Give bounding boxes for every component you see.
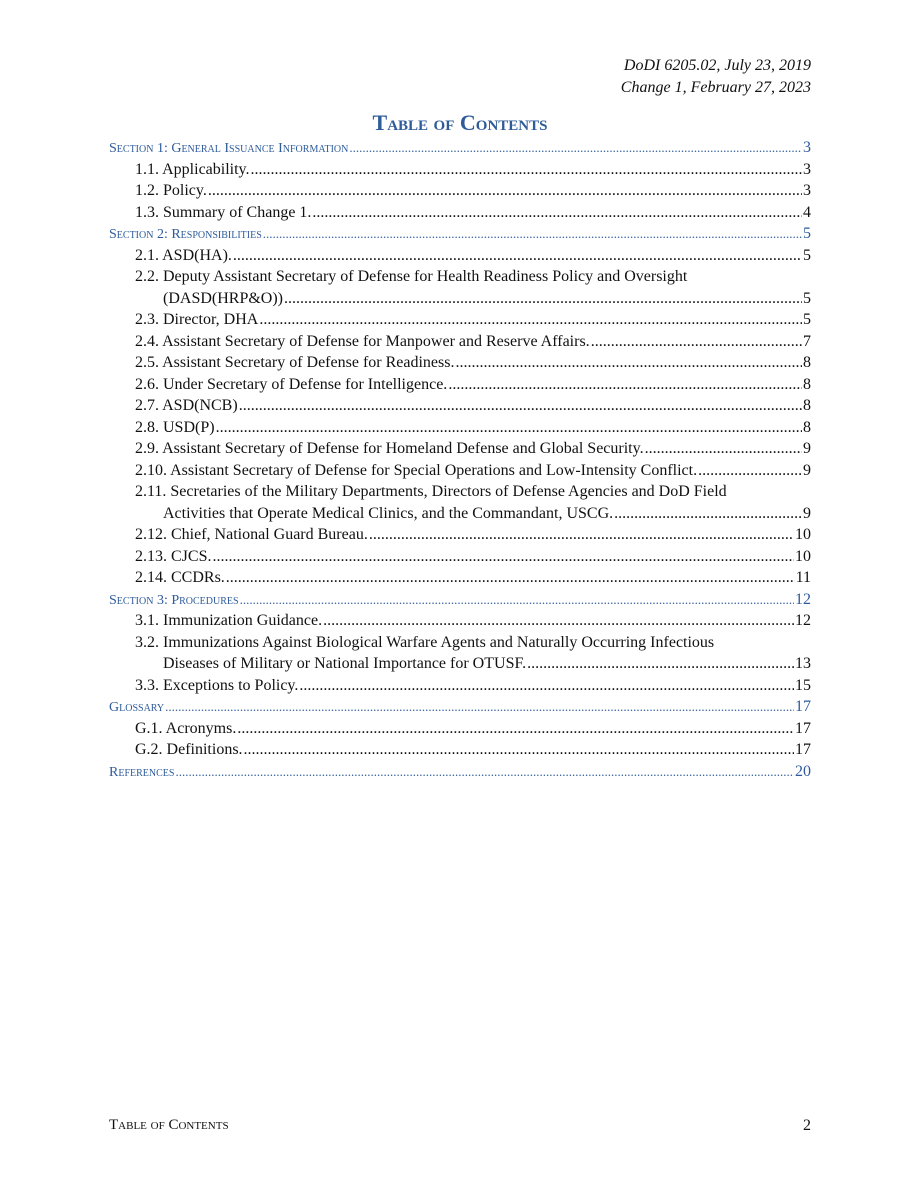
toc-entry-2-2[interactable]: 2.2. Deputy Assistant Secretary of Defense for Health Readiness Policy and Oversight (DASD(HRP&O)) ..... 5 bbox=[109, 266, 811, 309]
header-doc-id: DoDI 6205.02, July 23, 2019 bbox=[623, 57, 811, 74]
toc-entry-2-7[interactable]: 2.7. ASD(NCB) ..... 8 bbox=[109, 395, 811, 417]
toc-entry-g-2[interactable]: G.2. Definitions. ..... 17 bbox=[109, 739, 811, 761]
toc-section-2[interactable]: Section 2: Responsibilities ..... 5 bbox=[109, 223, 811, 245]
toc-title: Table of Contents bbox=[372, 110, 548, 135]
toc-entry-2-10[interactable]: 2.10. Assistant Secretary of Defense for Special Operations and Low-Intensity Conflict. ..... 9 bbox=[109, 460, 811, 482]
page-number: 2 bbox=[803, 1117, 811, 1134]
footer-label: Table of Contents bbox=[109, 1117, 229, 1133]
toc-entry-g-1[interactable]: G.1. Acronyms. ..... 17 bbox=[109, 718, 811, 740]
document-header bbox=[621, 55, 811, 99]
toc-entry-1-3[interactable]: 1.3. Summary of Change 1. ..... 4 bbox=[109, 202, 811, 224]
toc-entry-2-3[interactable]: 2.3. Director, DHA ..... 5 bbox=[109, 309, 811, 331]
toc-glossary[interactable]: Glossary ..... 17 bbox=[109, 696, 811, 718]
toc-entry-2-11[interactable]: 2.11. Secretaries of the Military Departments, Directors of Defense Agencies and DoD Field Activities that Operate Medical Clinics, and the Commandant, USCG. ..... 9 bbox=[109, 481, 811, 524]
header-change: Change 1, February 27, 2023 bbox=[620, 79, 811, 96]
toc-section-1[interactable] bbox=[109, 137, 811, 159]
toc-entry-1-1[interactable]: 1.1. Applicability. ..... 3 bbox=[109, 159, 811, 181]
toc-entry-1-2[interactable]: 1.2. Policy. ..... 3 bbox=[109, 180, 811, 202]
toc-entry-2-9[interactable]: 2.9. Assistant Secretary of Defense for Homeland Defense and Global Security. ..... 9 bbox=[109, 438, 811, 460]
toc-entry-2-12[interactable]: 2.12. Chief, National Guard Bureau. ..... 10 bbox=[109, 524, 811, 546]
toc-page-number: 3 bbox=[803, 139, 811, 156]
toc-entry-2-4[interactable]: 2.4. Assistant Secretary of Defense for Manpower and Reserve Affairs. ..... 7 bbox=[109, 331, 811, 353]
toc-entry-3-2[interactable]: 3.2. Immunizations Against Biological Warfare Agents and Naturally Occurring Infectious Diseases of Military or National Importance for OTUSF. ..... 13 bbox=[109, 632, 811, 675]
table-of-contents bbox=[109, 137, 811, 782]
toc-entry-2-8[interactable]: 2.8. USD(P) ..... 8 bbox=[109, 417, 811, 439]
toc-entry-2-13[interactable]: 2.13. CJCS. ..... 10 bbox=[109, 546, 811, 568]
toc-entry-2-1[interactable]: 2.1. ASD(HA). ..... 5 bbox=[109, 245, 811, 267]
toc-entry-2-14[interactable]: 2.14. CCDRs. ..... 11 bbox=[109, 567, 811, 589]
toc-entry-label: Section 1: General Issuance Information bbox=[109, 141, 349, 156]
page-footer bbox=[109, 1117, 811, 1135]
toc-entry-2-6[interactable]: 2.6. Under Secretary of Defense for Intelligence. ..... 8 bbox=[109, 374, 811, 396]
toc-entry-3-3[interactable]: 3.3. Exceptions to Policy. ..... 15 bbox=[109, 675, 811, 697]
toc-references[interactable]: References ..... 20 bbox=[109, 761, 811, 783]
toc-section-3[interactable]: Section 3: Procedures ..... 12 bbox=[109, 589, 811, 611]
toc-entry-3-1[interactable]: 3.1. Immunization Guidance. ..... 12 bbox=[109, 610, 811, 632]
toc-entry-2-5[interactable]: 2.5. Assistant Secretary of Defense for Readiness. ..... 8 bbox=[109, 352, 811, 374]
